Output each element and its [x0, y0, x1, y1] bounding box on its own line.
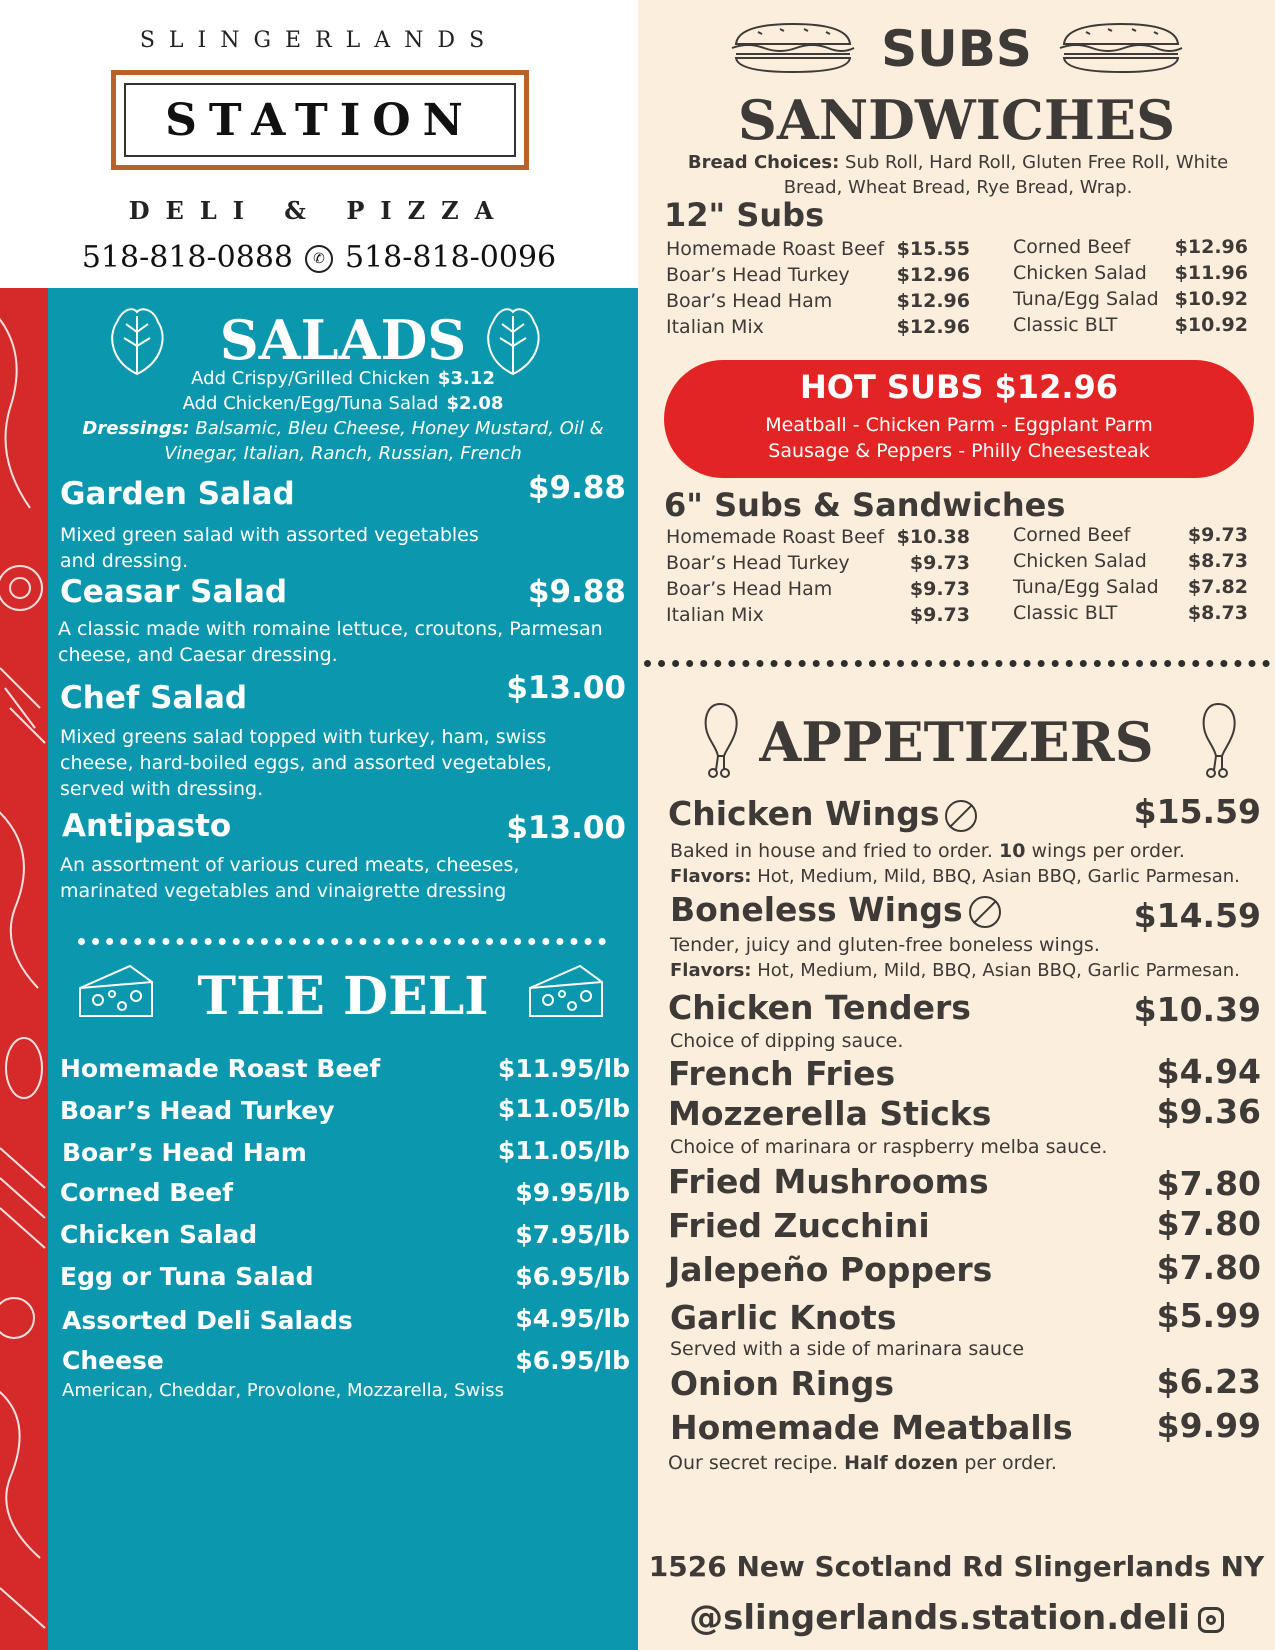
appetizer-name: Chicken Tenders [668, 988, 971, 1027]
appetizer-desc [670, 840, 1185, 862]
salad-desc: Mixed greens salad topped with turkey, ham, swiss cheese, hard-boiled eggs, and assorted vegetables, served with dressing. [60, 726, 553, 800]
appetizer-flavors [670, 866, 1240, 887]
six-inch-subs-heading: 6" Subs & Sandwiches [664, 486, 1066, 524]
brand-subtitle: DELI & PIZZA [128, 196, 510, 225]
hot-subs-line: Sausage & Peppers - Philly Cheesesteak [768, 440, 1150, 462]
sandwiches-title: SANDWICHES [737, 88, 1176, 152]
sub-price: $9.73 [909, 578, 970, 600]
deli-item-name: Cheese [62, 1346, 164, 1375]
appetizer-price: $7.80 [1156, 1248, 1261, 1287]
phone-1[interactable]: 518-818-0888 [81, 240, 293, 275]
sub-name: Boar’s Head Ham [666, 578, 833, 600]
appetizer-price: $14.59 [1133, 896, 1261, 935]
gluten-free-icon [945, 800, 977, 832]
phone-2[interactable]: 518-818-0096 [345, 240, 557, 275]
instagram-handle[interactable] [638, 1598, 1275, 1638]
appetizer-name [668, 794, 977, 833]
deli-item-price: $9.95/lb [515, 1178, 630, 1207]
dressings-label: Dressings: [82, 418, 190, 439]
sub-name: Corned Beef [1013, 236, 1131, 258]
sub-name: Tuna/Egg Salad [1013, 288, 1159, 310]
bread-choices [678, 150, 1238, 200]
deli-item-price: $7.95/lb [515, 1220, 630, 1249]
appetizer-name: Garlic Knots [670, 1298, 897, 1337]
appetizer-name: Jalepeño Poppers [668, 1250, 993, 1289]
sub-name: Italian Mix [666, 316, 764, 338]
appetizer-name-text: Boneless Wings [670, 890, 963, 929]
sub-price: $8.73 [1187, 602, 1248, 624]
phone-numbers [0, 240, 638, 275]
twelve-inch-subs-heading: 12" Subs [664, 196, 825, 234]
section-divider [644, 660, 1270, 667]
teal-panel [48, 288, 638, 1650]
flavors-text: Hot, Medium, Mild, BBQ, Asian BBQ, Garlic Parmesan. [757, 866, 1240, 887]
salad-price: $9.88 [527, 470, 626, 506]
appetizer-price: $9.99 [1156, 1406, 1261, 1445]
desc-text: Baked in house and fried to order. [670, 840, 999, 862]
deli-item-name: Egg or Tuna Salad [60, 1262, 314, 1291]
salad-addon-1 [48, 368, 638, 389]
salad-addon-2 [48, 393, 638, 414]
appetizer-flavors [670, 960, 1240, 981]
sub-price: $12.96 [896, 316, 970, 338]
salad-name: Garden Salad [60, 476, 295, 512]
desc-bold: 10 [998, 840, 1026, 862]
sub-name: Corned Beef [1013, 524, 1131, 546]
hot-subs-banner [664, 360, 1254, 478]
sub-name: Chicken Salad [1013, 262, 1147, 284]
decorative-red-strip [0, 288, 48, 1650]
appetizer-name: French Fries [668, 1054, 896, 1093]
desc-text: per order. [958, 1452, 1057, 1474]
cream-panel [638, 0, 1275, 1650]
salad-name: Ceasar Salad [60, 574, 288, 610]
flavors-label: Flavors: [670, 960, 752, 981]
sub-name: Boar’s Head Ham [666, 290, 833, 312]
address: 1526 New Scotland Rd Slingerlands NY [648, 1550, 1265, 1583]
brand-top-text: SLINGERLANDS [139, 28, 499, 53]
sub-name: Boar’s Head Turkey [666, 552, 850, 574]
deli-item-price: $11.05/lb [497, 1136, 630, 1165]
flavors-label: Flavors: [670, 866, 752, 887]
deli-item-price: $6.95/lb [515, 1262, 630, 1291]
deli-item-name: Boar’s Head Ham [62, 1138, 307, 1167]
salad-price: $9.88 [527, 574, 626, 610]
desc-text: Our secret recipe. [668, 1452, 845, 1474]
sub-price: $15.55 [896, 238, 970, 260]
subs-title: SUBS [881, 20, 1032, 78]
appetizer-name-text: Chicken Wings [668, 794, 940, 833]
deli-item-name: Chicken Salad [60, 1220, 258, 1249]
appetizer-price: $7.80 [1156, 1204, 1261, 1243]
dressings-text: Balsamic, Bleu Cheese, Honey Mustard, Oil & Vinegar, Italian, Ranch, Russian, French [164, 418, 604, 464]
sub-name: Classic BLT [1013, 314, 1118, 336]
appetizer-name: Mozzerella Sticks [668, 1094, 992, 1133]
addon-price: $2.08 [446, 393, 504, 414]
sub-price: $12.96 [1174, 236, 1248, 258]
salad-desc: An assortment of various cured meats, cheeses, marinated vegetables and vinaigrette dressing [60, 854, 520, 902]
instagram-icon [1198, 1607, 1224, 1633]
desc-text: wings per order. [1025, 840, 1185, 862]
sub-price: $10.92 [1174, 314, 1248, 336]
addon-price: $3.12 [437, 368, 495, 389]
deli-item-price: $11.05/lb [497, 1094, 630, 1123]
addon-label: Add Crispy/Grilled Chicken [191, 368, 430, 389]
appetizer-name: Fried Mushrooms [668, 1162, 989, 1201]
appetizer-name [670, 890, 1001, 929]
salad-price: $13.00 [506, 810, 626, 846]
sub-price: $7.82 [1187, 576, 1248, 598]
sub-name: Homemade Roast Beef [666, 238, 885, 260]
appetizer-desc: Tender, juicy and gluten-free boneless wings. [670, 934, 1100, 956]
salads-title: SALADS [219, 308, 467, 372]
sub-price: $10.38 [896, 526, 970, 548]
sub-name: Chicken Salad [1013, 550, 1147, 572]
hot-subs-line: Meatball - Chicken Parm - Eggplant Parm [765, 414, 1153, 436]
salad-name: Antipasto [62, 808, 232, 844]
appetizer-price: $5.99 [1156, 1296, 1261, 1335]
brand-header [0, 0, 638, 288]
sub-name: Boar’s Head Turkey [666, 264, 850, 286]
instagram-text: @slingerlands.station.deli [689, 1598, 1190, 1638]
addon-label: Add Chicken/Egg/Tuna Salad [182, 393, 439, 414]
flavors-text: Hot, Medium, Mild, BBQ, Asian BBQ, Garlic Parmesan. [757, 960, 1240, 981]
appetizer-price: $6.23 [1156, 1362, 1261, 1401]
cheese-list: American, Cheddar, Provolone, Mozzarella, Swiss [62, 1380, 504, 1401]
deli-item-name: Corned Beef [60, 1178, 234, 1207]
phone-icon: ✆ [305, 245, 333, 273]
sub-name: Classic BLT [1013, 602, 1118, 624]
deli-item-price: $11.95/lb [497, 1054, 630, 1083]
deli-item-name: Homemade Roast Beef [60, 1054, 381, 1083]
doodle-pattern-icon [0, 288, 48, 1650]
salad-name: Chef Salad [60, 680, 248, 716]
desc-bold: Half dozen [844, 1452, 959, 1474]
appetizer-price: $7.80 [1156, 1164, 1261, 1203]
salad-price: $13.00 [506, 670, 626, 706]
sub-price: $10.92 [1174, 288, 1248, 310]
logo [111, 70, 529, 170]
deli-item-price: $6.95/lb [515, 1346, 630, 1375]
appetizer-desc: Choice of marinara or raspberry melba sauce. [670, 1136, 1108, 1158]
bread-text: Sub Roll, Hard Roll, Gluten Free Roll, White Bread, Wheat Bread, Rye Bread, Wrap. [783, 152, 1229, 198]
sub-price: $9.73 [909, 552, 970, 574]
appetizer-price: $9.36 [1156, 1092, 1261, 1131]
sub-price: $12.96 [896, 290, 970, 312]
appetizers-title: APPETIZERS [759, 710, 1154, 774]
gluten-free-icon [969, 896, 1001, 928]
appetizer-desc: Served with a side of marinara sauce [670, 1338, 1025, 1360]
appetizer-name: Fried Zucchini [668, 1206, 930, 1245]
appetizer-price: $15.59 [1133, 792, 1261, 831]
section-divider [78, 938, 606, 945]
salad-dressings [78, 416, 608, 466]
appetizer-price: $4.94 [1156, 1052, 1261, 1091]
appetizer-price: $10.39 [1133, 990, 1261, 1029]
logo-name: STATION [124, 83, 516, 157]
salad-desc: Mixed green salad with assorted vegetables and dressing. [60, 524, 479, 572]
sub-name: Homemade Roast Beef [666, 526, 885, 548]
sub-price: $8.73 [1187, 550, 1248, 572]
appetizer-desc: Choice of dipping sauce. [670, 1030, 904, 1052]
sub-price: $11.96 [1174, 262, 1248, 284]
sub-price: $12.96 [896, 264, 970, 286]
sub-name: Tuna/Egg Salad [1013, 576, 1159, 598]
deli-title: THE DELI [197, 966, 489, 1027]
sub-price: $9.73 [1187, 524, 1248, 546]
appetizer-name: Homemade Meatballs [670, 1408, 1073, 1447]
appetizer-desc [668, 1452, 1057, 1474]
deli-item-name: Boar’s Head Turkey [60, 1096, 335, 1125]
sub-price: $9.73 [909, 604, 970, 626]
salad-desc: A classic made with romaine lettuce, croutons, Parmesan cheese, and Caesar dressing. [58, 618, 603, 666]
sub-name: Italian Mix [666, 604, 764, 626]
deli-item-price: $4.95/lb [515, 1304, 630, 1333]
deli-item-name: Assorted Deli Salads [62, 1306, 353, 1335]
bread-label: Bread Choices: [687, 152, 840, 173]
hot-subs-title: HOT SUBS $12.96 [799, 368, 1119, 406]
appetizer-name: Onion Rings [670, 1364, 894, 1403]
